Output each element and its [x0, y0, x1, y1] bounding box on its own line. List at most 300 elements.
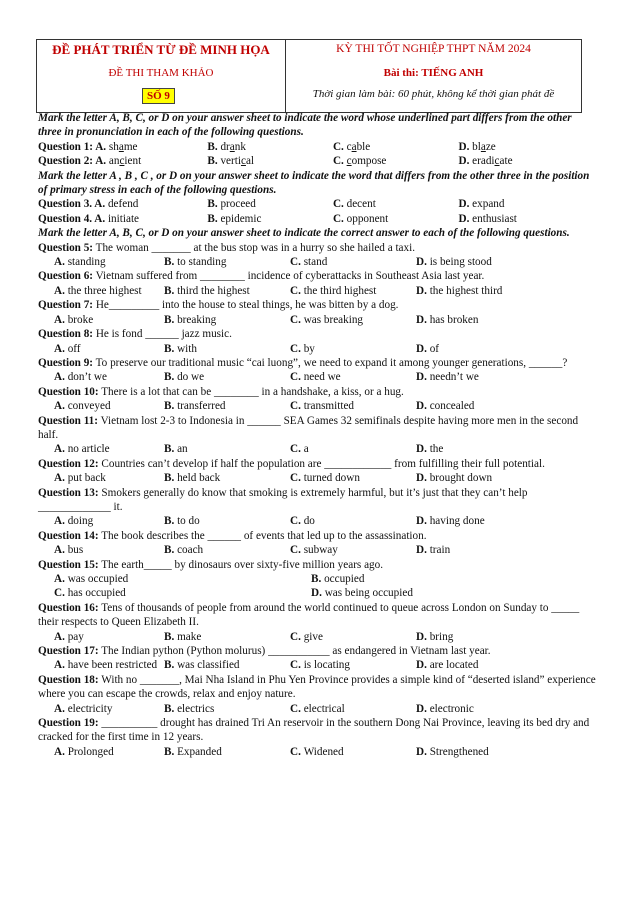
option-text: the: [429, 443, 444, 456]
option-letter: A.: [54, 573, 68, 585]
option-a[interactable]: [94, 198, 138, 210]
option-letter: C.: [290, 544, 304, 557]
option-text: with: [177, 342, 197, 355]
option-b[interactable]: [164, 745, 290, 759]
option-c[interactable]: [290, 399, 416, 413]
option-letter: A.: [54, 544, 68, 557]
option-text: held back: [177, 472, 221, 485]
options-row: [38, 313, 598, 327]
option-text: was being occupied: [324, 587, 413, 600]
option-text: eradicate: [472, 155, 513, 168]
options-row: [38, 255, 598, 269]
option-letter: C.: [290, 745, 304, 758]
options-row: [38, 514, 598, 528]
option-letter: A.: [95, 140, 109, 153]
question-item: [38, 269, 598, 298]
question-label: Question 9:: [38, 356, 94, 369]
question-label: Question 5:: [38, 241, 94, 254]
option-letter: C.: [290, 371, 304, 384]
options-row: [38, 442, 598, 456]
option-text: are located: [429, 659, 479, 672]
option-text: having done: [429, 515, 485, 528]
option-c[interactable]: [333, 154, 459, 168]
option-letter: B.: [164, 659, 178, 672]
option-b[interactable]: [164, 471, 290, 485]
option-a[interactable]: [95, 141, 137, 153]
option-text: off: [67, 342, 81, 355]
question-text: Vietnam lost 2-3 to Indonesia in ______ SEA Games 32 semifinals despite having more men in the second half.: [38, 414, 579, 441]
question-label: Question 11:: [38, 414, 98, 427]
option-text: bring: [429, 630, 454, 643]
option-d[interactable]: [416, 342, 566, 356]
question-item: [38, 140, 598, 154]
option-a[interactable]: [38, 745, 164, 759]
option-letter: C.: [290, 630, 304, 643]
option-letter: D.: [416, 342, 430, 355]
option-text: brought down: [429, 472, 493, 485]
option-letter: C.: [332, 155, 347, 168]
option-letter: D.: [416, 630, 430, 643]
question-label: Question 13:: [38, 486, 99, 499]
option-d[interactable]: [416, 284, 566, 298]
option-b[interactable]: [207, 212, 333, 226]
option-text: epidemic: [220, 212, 262, 225]
option-c[interactable]: [290, 442, 416, 456]
option-c[interactable]: [290, 342, 416, 356]
option-c[interactable]: [290, 630, 416, 644]
option-d[interactable]: [416, 471, 566, 485]
options-row: [38, 702, 598, 716]
option-letter: C.: [290, 342, 304, 355]
option-text: ancient: [108, 155, 142, 168]
option-letter: B.: [207, 155, 221, 168]
option-c[interactable]: [290, 284, 416, 298]
exam-number-badge: SỐ 9: [142, 88, 175, 104]
option-b[interactable]: [164, 702, 290, 716]
question-text: __________ drought has drained Tri An reservoir in the southern Dong Nai Province, leaving its bed dry and cracked for the first time in 12 years.: [38, 717, 590, 744]
question-label-cell: [38, 197, 207, 211]
option-text: broke: [67, 313, 94, 326]
question-stem: [38, 601, 598, 630]
option-text: concealed: [429, 400, 475, 413]
option-c[interactable]: [290, 745, 416, 759]
option-letter: A.: [54, 284, 68, 297]
option-letter: B.: [164, 313, 178, 326]
option-letter: A.: [54, 443, 68, 456]
option-d[interactable]: [311, 586, 584, 600]
option-text: opponent: [346, 212, 389, 225]
question-item: [38, 486, 598, 529]
option-letter: D.: [416, 443, 430, 456]
question-item: [38, 716, 598, 759]
option-b[interactable]: [207, 154, 333, 168]
option-text: electricity: [67, 702, 113, 715]
option-text: need we: [303, 371, 341, 384]
option-text: stand: [303, 256, 328, 269]
option-letter: C.: [290, 256, 304, 269]
question-stem: [38, 457, 598, 471]
option-letter: A.: [94, 198, 108, 211]
option-c[interactable]: [290, 255, 416, 269]
question-stem: [38, 327, 598, 341]
option-text: the third highest: [303, 284, 377, 297]
option-text: decent: [346, 198, 376, 211]
option-letter: D.: [458, 140, 473, 153]
option-text: train: [429, 544, 451, 557]
option-b[interactable]: [164, 630, 290, 644]
option-d[interactable]: [416, 255, 566, 269]
option-d[interactable]: [416, 745, 566, 759]
option-text: cable: [346, 140, 371, 153]
option-letter: A.: [54, 342, 68, 355]
option-a[interactable]: [38, 471, 164, 485]
option-text: give: [303, 630, 323, 643]
option-letter: B.: [164, 544, 178, 557]
question-label: Question 3.: [38, 198, 95, 211]
option-letter: B.: [207, 140, 221, 153]
option-a[interactable]: [38, 572, 311, 586]
option-text: the three highest: [67, 284, 142, 297]
option-letter: C.: [290, 659, 304, 672]
option-letter: C.: [290, 400, 304, 413]
option-text: third the highest: [177, 284, 250, 297]
question-text: There is a lot that can be ________ in a handshake, a kiss, or a hug.: [101, 385, 404, 398]
exam-subject: Bài thi: TIẾNG ANH: [383, 67, 484, 79]
question-row: [38, 197, 598, 211]
option-letter: D.: [416, 544, 430, 557]
option-letter: B.: [164, 256, 178, 269]
question-item: [38, 673, 598, 716]
question-item: [38, 601, 598, 644]
option-text: Strengthened: [429, 745, 489, 758]
option-c[interactable]: [38, 586, 311, 600]
question-label: Question 17:: [38, 645, 99, 658]
option-text: was classified: [177, 659, 240, 672]
option-letter: C.: [332, 140, 347, 153]
question-item: [38, 644, 598, 673]
question-label: Question 8:: [38, 328, 94, 341]
option-b[interactable]: [164, 284, 290, 298]
option-d[interactable]: [416, 442, 566, 456]
option-letter: A.: [94, 212, 108, 225]
option-c[interactable]: [290, 702, 416, 716]
option-a[interactable]: [94, 213, 139, 225]
option-letter: D.: [416, 702, 430, 715]
option-c[interactable]: [290, 370, 416, 384]
question-text: With no _______, Mai Nha Island in Phu Yen Province provides a simple kind of “deserted island” experience where you can escape the crowds, relax and enjoy nature.: [38, 673, 596, 701]
option-letter: A.: [54, 702, 68, 715]
option-letter: D.: [458, 212, 473, 225]
option-letter: A.: [54, 313, 68, 326]
option-text: to do: [177, 515, 200, 528]
question-item: [38, 241, 598, 270]
question-stem: [38, 529, 598, 543]
option-a[interactable]: [38, 514, 164, 528]
instruction-correct: Mark the letter A, B, C, or D on your answer sheet to indicate the correct answer to each of the following questions.: [38, 227, 570, 240]
option-letter: C.: [54, 587, 68, 600]
option-d[interactable]: [416, 514, 566, 528]
option-letter: D.: [416, 256, 430, 269]
question-stem: [38, 269, 598, 283]
option-a[interactable]: [38, 284, 164, 298]
question-item: [38, 327, 598, 356]
option-text: make: [177, 630, 202, 643]
option-text: is being stood: [429, 256, 492, 269]
option-letter: B.: [164, 702, 178, 715]
option-text: occupied: [324, 573, 365, 585]
option-letter: C.: [332, 212, 347, 225]
options-row: [38, 399, 598, 413]
question-label: Question 12:: [38, 457, 99, 470]
option-text: transmitted: [303, 400, 355, 413]
question-text: To preserve our traditional music “cai luong”, we need to expand it among younger generations, ______?: [95, 356, 568, 369]
question-label: Question 15:: [38, 558, 99, 571]
option-d[interactable]: [458, 154, 598, 168]
option-b[interactable]: [311, 572, 584, 586]
question-label-cell: [38, 212, 207, 226]
option-b[interactable]: [164, 658, 290, 672]
option-text: the highest third: [429, 284, 503, 297]
option-d[interactable]: [458, 212, 598, 226]
question-label: Question 4.: [38, 212, 95, 225]
option-text: blaze: [472, 140, 496, 153]
question-label: Question 18:: [38, 673, 99, 686]
question-item: [38, 356, 598, 385]
header-right: [286, 40, 581, 112]
option-b[interactable]: [164, 342, 290, 356]
option-letter: B.: [311, 573, 325, 585]
option-d[interactable]: [416, 313, 566, 327]
option-d[interactable]: [416, 370, 566, 384]
question-text: The book describes the ______ of events that led up to the assassination.: [101, 529, 427, 542]
option-text: has broken: [429, 313, 479, 326]
header-left-subtitle: ĐỀ THI THAM KHẢO: [108, 67, 214, 79]
option-letter: A.: [54, 400, 68, 413]
question-stem: [38, 486, 598, 515]
option-text: Prolonged: [67, 745, 114, 758]
option-letter: D.: [458, 198, 473, 211]
question-stem: [38, 356, 598, 370]
options-row: [38, 658, 598, 672]
option-a[interactable]: [38, 342, 164, 356]
instruction-pronunciation: Mark the letter A, B, C, or D on your answer sheet to indicate the word whose underlined part differs from the other three in pronunciation in each of the following questions.: [38, 112, 572, 139]
option-a[interactable]: [38, 630, 164, 644]
option-letter: B.: [207, 212, 221, 225]
options-row: [38, 342, 598, 356]
option-text: don’t we: [67, 371, 107, 384]
option-letter: B.: [164, 443, 178, 456]
header-left-title: ĐỀ PHÁT TRIỂN TỪ ĐỀ MINH HỌA: [52, 42, 270, 57]
option-text: a: [303, 443, 309, 456]
option-letter: A.: [54, 371, 68, 384]
option-text: vertical: [220, 155, 255, 168]
option-text: of: [429, 342, 440, 355]
exam-header: [36, 39, 582, 113]
option-text: by: [303, 342, 315, 355]
question-label: Question 7:: [38, 299, 94, 312]
question-label: Question 6:: [38, 270, 94, 283]
option-text: was occupied: [67, 573, 129, 585]
option-text: coach: [177, 544, 204, 557]
option-text: doing: [67, 515, 94, 528]
option-text: defend: [107, 198, 139, 211]
option-a[interactable]: [38, 702, 164, 716]
option-letter: B.: [164, 630, 178, 643]
header-left: [37, 40, 286, 112]
question-text: Vietnam suffered from ________ incidence of cyberattacks in Southeast Asia last year.: [95, 270, 485, 283]
option-letter: D.: [416, 659, 430, 672]
option-text: initiate: [107, 212, 140, 225]
option-text: Widened: [303, 745, 344, 758]
option-a[interactable]: [95, 155, 141, 167]
question-row: [38, 154, 598, 168]
option-text: proceed: [220, 198, 256, 211]
option-c[interactable]: [333, 140, 459, 154]
option-letter: D.: [416, 515, 430, 528]
option-text: needn’t we: [429, 371, 479, 384]
question-text: The woman _______ at the bus stop was in a hurry so she hailed a taxi.: [95, 241, 416, 254]
option-c[interactable]: [333, 197, 459, 211]
option-b[interactable]: [164, 255, 290, 269]
option-text: enthusiast: [472, 212, 517, 225]
option-letter: C.: [290, 443, 304, 456]
question-stem: [38, 385, 598, 399]
option-a[interactable]: [38, 399, 164, 413]
option-d[interactable]: [416, 399, 566, 413]
option-d[interactable]: [416, 630, 566, 644]
option-a[interactable]: [38, 255, 164, 269]
option-d[interactable]: [458, 140, 598, 154]
option-text: shame: [108, 140, 138, 153]
option-letter: D.: [416, 745, 430, 758]
option-b[interactable]: [164, 514, 290, 528]
instruction-stress: Mark the letter A , B , C , or D on your answer sheet to indicate the word that differs from the other three in the position of primary stress in each of the following questions.: [38, 169, 590, 197]
question-label: Question 1:: [38, 140, 96, 153]
option-letter: B.: [164, 515, 178, 528]
option-text: Expanded: [177, 745, 222, 758]
question-item: [38, 212, 598, 226]
question-label: Question 2:: [38, 155, 96, 168]
option-c[interactable]: [290, 658, 416, 672]
question-item: [38, 457, 598, 486]
option-d[interactable]: [458, 197, 598, 211]
question-stem: [38, 298, 598, 312]
option-letter: C.: [290, 702, 304, 715]
option-b[interactable]: [164, 442, 290, 456]
option-c[interactable]: [290, 313, 416, 327]
question-item: [38, 385, 598, 414]
option-text: compose: [346, 155, 387, 168]
option-letter: D.: [416, 472, 430, 485]
option-letter: C.: [332, 198, 347, 211]
option-letter: A.: [54, 659, 68, 672]
option-a[interactable]: [38, 543, 164, 557]
question-text: Tens of thousands of people from around the world continued to queue across London on Sunday to _____ their respects to Queen Elizabeth II.: [38, 601, 580, 629]
option-text: transferred: [177, 400, 226, 413]
option-letter: A.: [54, 472, 68, 485]
question-stem: [38, 241, 598, 255]
option-letter: D.: [416, 400, 430, 413]
option-text: do: [303, 515, 315, 528]
option-c[interactable]: [290, 543, 416, 557]
question-item: [38, 558, 598, 601]
option-letter: D.: [416, 371, 430, 384]
question-item: [38, 154, 598, 168]
option-b[interactable]: [164, 543, 290, 557]
question-item: [38, 529, 598, 558]
option-d[interactable]: [416, 658, 566, 672]
option-b[interactable]: [164, 313, 290, 327]
question-stem: [38, 673, 598, 702]
option-letter: C.: [290, 284, 304, 297]
option-text: breaking: [177, 313, 217, 326]
question-item: [38, 414, 598, 457]
option-text: has occupied: [67, 587, 126, 600]
option-d[interactable]: [416, 702, 566, 716]
option-letter: D.: [311, 587, 325, 600]
option-letter: A.: [95, 155, 109, 168]
option-text: conveyed: [67, 400, 111, 413]
question-item: [38, 197, 598, 211]
question-label-cell: [38, 154, 207, 168]
option-letter: B.: [164, 284, 178, 297]
question-label: Question 14:: [38, 529, 99, 542]
option-a[interactable]: [38, 370, 164, 384]
option-a[interactable]: [38, 313, 164, 327]
question-text: The Indian python (Python molurus) ___________ as endangered in Vietnam last year.: [101, 645, 491, 658]
option-text: pay: [67, 630, 84, 643]
option-letter: A.: [54, 630, 68, 643]
question-stem: [38, 716, 598, 745]
option-c[interactable]: [333, 212, 459, 226]
option-letter: C.: [290, 515, 304, 528]
option-a[interactable]: [38, 442, 164, 456]
question-stem: [38, 644, 598, 658]
option-text: electrical: [303, 702, 345, 715]
options-row: [38, 471, 598, 485]
question-text: He_________ into the house to steal things, he was bitten by a dog.: [95, 299, 399, 312]
option-text: an: [177, 443, 188, 456]
option-c[interactable]: [290, 471, 416, 485]
option-letter: B.: [164, 745, 178, 758]
option-d[interactable]: [416, 543, 566, 557]
options-row: [38, 745, 598, 759]
option-a[interactable]: [38, 658, 164, 672]
option-text: was breaking: [303, 313, 364, 326]
question-label: Question 19:: [38, 717, 99, 730]
option-b[interactable]: [207, 197, 333, 211]
option-b[interactable]: [164, 399, 290, 413]
option-b[interactable]: [207, 140, 333, 154]
options-row: [38, 284, 598, 298]
options-row: [38, 370, 598, 384]
exam-content: [38, 111, 598, 759]
option-b[interactable]: [164, 370, 290, 384]
question-label: Question 16:: [38, 601, 99, 614]
option-letter: A.: [54, 515, 68, 528]
option-c[interactable]: [290, 514, 416, 528]
question-text: Smokers generally do know that smoking is extremely harmful, but it’s just that they can’t help _____________ it.: [38, 486, 528, 513]
option-letter: B.: [164, 400, 178, 413]
option-text: do we: [177, 371, 205, 384]
question-text: Countries can’t develop if half the population are ____________ from fulfilling their full potential.: [101, 457, 545, 470]
option-letter: B.: [164, 342, 178, 355]
question-text: The earth_____ by dinosaurs over sixty-five million years ago.: [101, 558, 384, 571]
question-text: He is fond ______ jazz music.: [95, 328, 232, 341]
option-letter: C.: [290, 472, 304, 485]
options-row: [38, 630, 598, 644]
options-row: [38, 572, 598, 601]
